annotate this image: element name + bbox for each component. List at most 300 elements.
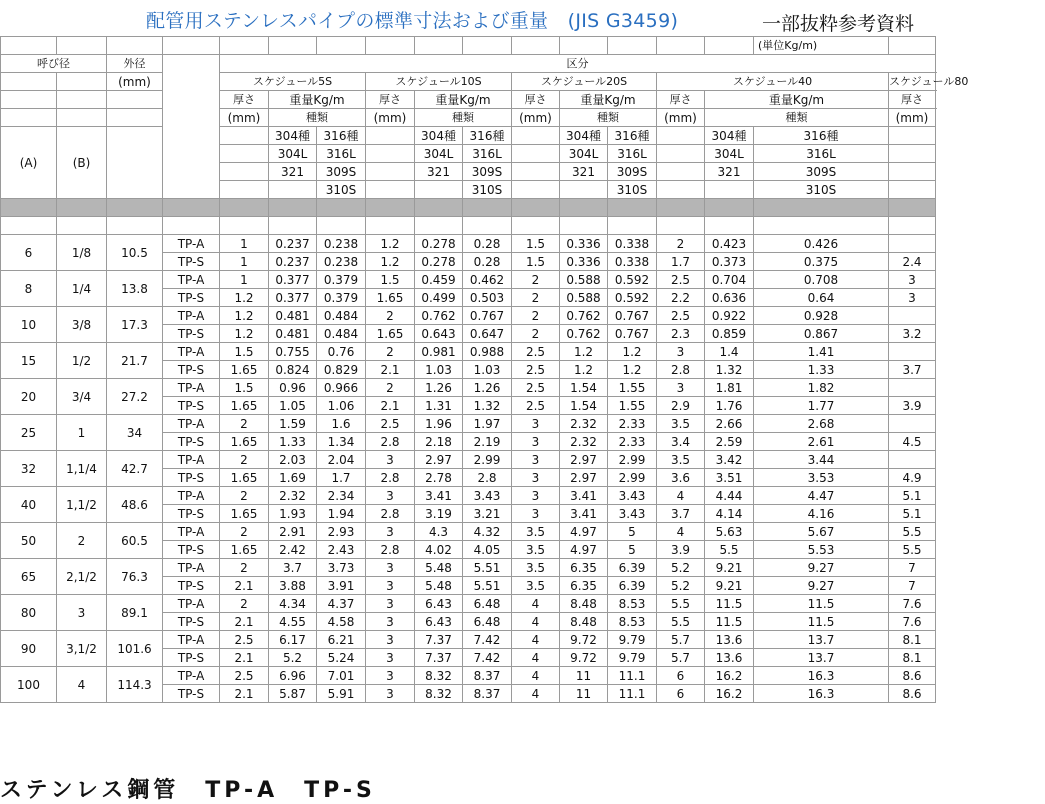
value-cell: 0.928 [754,307,889,325]
empty-cell [657,181,705,199]
value-cell: 0.767 [608,325,657,343]
type-cell: TP-S [163,397,220,415]
value-cell: 1.03 [415,361,463,379]
value-cell [889,235,936,253]
value-cell: 3.43 [608,505,657,523]
unit-row [1,37,936,55]
page-subtitle: 一部抜粋参考資料 [762,13,915,35]
value-cell: 3 [512,487,560,505]
value-cell: 0.636 [705,289,754,307]
header-row-3 [1,91,936,109]
table-row [1,271,936,289]
grade-304-cell: 304種 [269,127,317,145]
empty-cell [754,217,889,235]
value-cell: 16.3 [754,667,889,685]
value-cell: 1.65 [220,361,269,379]
value-cell: 4.58 [317,613,366,631]
empty-cell [463,37,512,55]
value-cell: 1.54 [560,397,608,415]
type-cell: TP-S [163,505,220,523]
empty-cell [163,55,220,199]
empty-cell [889,163,936,181]
empty-cell [317,217,366,235]
size-b-cell: 3/4 [57,379,107,415]
value-cell: 5.2 [657,577,705,595]
value-cell: 3.5 [657,451,705,469]
value-cell: 3.19 [415,505,463,523]
value-cell: 3.43 [463,487,512,505]
thickness-header: 厚さ [657,91,705,109]
value-cell: 1.94 [317,505,366,523]
value-cell: 0.336 [560,253,608,271]
value-cell: 2 [366,343,415,361]
empty-cell [107,91,163,109]
value-cell: 0.762 [415,307,463,325]
thickness-header: 厚さ [889,91,936,109]
size-b-cell: 1/4 [57,271,107,307]
value-cell: 4.5 [889,433,936,451]
value-cell: 0.643 [415,325,463,343]
type-cell: TP-A [163,667,220,685]
value-cell: 1.2 [220,289,269,307]
value-cell: 3 [512,433,560,451]
value-cell: 1 [220,235,269,253]
value-cell: 1.7 [657,253,705,271]
value-cell: 5.24 [317,649,366,667]
grade-304-cell: 321 [560,163,608,181]
unit-label: (単位Kg/m) [754,37,889,55]
value-cell: 1.5 [512,235,560,253]
value-cell: 0.592 [608,289,657,307]
value-cell: 1.33 [269,433,317,451]
separator-cell [366,199,415,217]
value-cell: 0.64 [754,289,889,307]
size-b-cell: 1/8 [57,235,107,271]
value-cell: 4.16 [754,505,889,523]
value-cell: 8.6 [889,667,936,685]
grade-304-cell: 321 [705,163,754,181]
value-cell: 3.9 [657,541,705,559]
grade-304-cell: 304L [560,145,608,163]
value-cell: 0.377 [269,289,317,307]
grade-316-cell: 309S [608,163,657,181]
value-cell: 0.379 [317,271,366,289]
empty-cell [269,37,317,55]
value-cell: 4.9 [889,469,936,487]
empty-cell [107,37,163,55]
size-a-cell: 20 [1,379,57,415]
thickness-header: 厚さ [512,91,560,109]
separator-cell [415,199,463,217]
value-cell: 2.93 [317,523,366,541]
header-row-2 [1,73,936,91]
value-cell: 1.2 [220,307,269,325]
empty-cell [657,145,705,163]
value-cell: 4 [657,487,705,505]
size-a-cell: 10 [1,307,57,343]
value-cell: 2.1 [366,361,415,379]
value-cell: 5.53 [754,541,889,559]
value-cell: 0.459 [415,271,463,289]
value-cell: 0.278 [415,235,463,253]
outer-diameter-cell: 17.3 [107,307,163,343]
value-cell: 11.5 [754,595,889,613]
value-cell: 3 [366,613,415,631]
value-cell: 1.65 [220,469,269,487]
type-cell: TP-S [163,469,220,487]
value-cell: 5.2 [657,559,705,577]
value-cell: 0.336 [560,235,608,253]
empty-cell [107,109,163,127]
empty-cell [889,217,936,235]
empty-cell [57,109,107,127]
nominal-size-header: 呼び径 [1,55,107,73]
grade-304-cell: 304L [269,145,317,163]
value-cell: 9.79 [608,631,657,649]
empty-cell [107,127,163,199]
value-cell: 2 [220,451,269,469]
empty-cell [889,127,936,145]
value-cell: 1.81 [705,379,754,397]
grade-304-cell [415,181,463,199]
value-cell: 2.3 [657,325,705,343]
value-cell: 5.87 [269,685,317,703]
empty-cell [366,163,415,181]
value-cell: 3.43 [608,487,657,505]
value-cell: 2.1 [220,685,269,703]
value-cell: 8.53 [608,613,657,631]
value-cell: 2.33 [608,415,657,433]
table-row [1,631,936,649]
empty-cell [889,181,936,199]
value-cell: 6.48 [463,595,512,613]
value-cell: 0.375 [754,253,889,271]
grade-316-cell: 310S [463,181,512,199]
value-cell: 1.97 [463,415,512,433]
value-cell: 5.48 [415,577,463,595]
value-cell: 5.51 [463,577,512,595]
value-cell: 5.5 [889,523,936,541]
value-cell: 3 [366,523,415,541]
value-cell: 2.97 [560,451,608,469]
type-cell: TP-S [163,649,220,667]
value-cell: 6.35 [560,577,608,595]
separator-cell [1,199,57,217]
value-cell: 8.32 [415,667,463,685]
footer-text: ステンレス鋼管 TP-A TP-S [0,778,376,803]
spec-table [0,36,969,703]
value-cell: 1.41 [754,343,889,361]
empty-cell [889,37,936,55]
value-cell: 1.5 [220,343,269,361]
value-cell: 4.05 [463,541,512,559]
value-cell: 0.988 [463,343,512,361]
empty-cell [1,109,57,127]
value-cell: 1.5 [512,253,560,271]
value-cell: 8.37 [463,685,512,703]
empty-cell [657,127,705,145]
value-cell: 0.922 [705,307,754,325]
outer-diameter-cell: 13.8 [107,271,163,307]
value-cell: 11.5 [705,595,754,613]
value-cell: 1.2 [366,253,415,271]
value-cell: 3.21 [463,505,512,523]
value-cell: 3 [366,685,415,703]
value-cell: 1.33 [754,361,889,379]
value-cell: 4.02 [415,541,463,559]
grade-304-cell: 304L [415,145,463,163]
thickness-unit: (mm) [889,109,936,127]
type-cell: TP-S [163,361,220,379]
empty-cell [317,37,366,55]
outer-diameter-cell: 60.5 [107,523,163,559]
empty-cell [220,145,269,163]
value-cell: 2 [220,415,269,433]
grade-304-cell [705,181,754,199]
value-cell: 3.73 [317,559,366,577]
value-cell: 3 [366,595,415,613]
value-cell: 7.01 [317,667,366,685]
value-cell: 2.33 [608,433,657,451]
value-cell: 3.5 [512,523,560,541]
value-cell: 3.51 [705,469,754,487]
value-cell: 2.5 [220,631,269,649]
value-cell: 6.39 [608,559,657,577]
value-cell: 2.8 [366,469,415,487]
empty-cell [889,145,936,163]
value-cell: 2.8 [366,505,415,523]
value-cell: 7.37 [415,649,463,667]
value-cell: 3.88 [269,577,317,595]
value-cell: 2.8 [463,469,512,487]
value-cell: 2.1 [220,649,269,667]
grade-304-cell: 321 [269,163,317,181]
value-cell: 2.59 [705,433,754,451]
schedule-header: スケジュール40 [657,73,889,91]
value-cell [889,415,936,433]
value-cell: 1.7 [317,469,366,487]
value-cell: 0.423 [705,235,754,253]
value-cell: 7.42 [463,649,512,667]
type-cell: TP-A [163,271,220,289]
value-cell: 3.44 [754,451,889,469]
table-row [1,451,936,469]
outer-diameter-cell: 42.7 [107,451,163,487]
value-cell: 2.42 [269,541,317,559]
header-row-1 [1,55,936,73]
separator-cell [163,199,220,217]
value-cell: 0.647 [463,325,512,343]
type-cell: TP-A [163,343,220,361]
table-row [1,595,936,613]
value-cell: 3 [657,343,705,361]
value-cell: 11 [560,685,608,703]
value-cell: 5.5 [657,595,705,613]
separator-cell [754,199,889,217]
title-row [0,0,1045,36]
value-cell: 2 [220,523,269,541]
type-cell: TP-S [163,433,220,451]
separator-cell [317,199,366,217]
value-cell [889,451,936,469]
size-a-cell: 32 [1,451,57,487]
value-cell: 9.27 [754,559,889,577]
size-a-cell: 6 [1,235,57,271]
value-cell: 8.48 [560,595,608,613]
value-cell: 7 [889,559,936,577]
empty-cell [163,37,220,55]
value-cell: 7.37 [415,631,463,649]
value-cell: 2.03 [269,451,317,469]
value-cell: 5.2 [269,649,317,667]
value-cell: 3.5 [512,577,560,595]
value-cell: 1.65 [220,433,269,451]
value-cell: 0.704 [705,271,754,289]
value-cell: 0.503 [463,289,512,307]
grade-316-cell: 309S [463,163,512,181]
value-cell: 0.829 [317,361,366,379]
value-cell: 3.5 [512,559,560,577]
empty-cell [512,145,560,163]
value-cell: 5.51 [463,559,512,577]
table-row [1,523,936,541]
value-cell: 0.859 [705,325,754,343]
type-cell: TP-A [163,559,220,577]
header-row-4 [1,109,936,127]
separator-cell [657,199,705,217]
value-cell: 0.981 [415,343,463,361]
value-cell: 1.32 [463,397,512,415]
value-cell: 0.28 [463,235,512,253]
value-cell: 4 [657,523,705,541]
type-cell: TP-A [163,487,220,505]
value-cell: 1.26 [415,379,463,397]
outer-diameter-cell: 48.6 [107,487,163,523]
value-cell: 2.9 [657,397,705,415]
grade-316-cell: 316種 [754,127,889,145]
grade-316-cell: 316L [608,145,657,163]
value-cell: 6.43 [415,613,463,631]
schedule-header: スケジュール20S [512,73,657,91]
size-b-cell: 1/2 [57,343,107,379]
empty-cell [657,37,705,55]
table-row [1,379,936,397]
value-cell: 3 [366,667,415,685]
empty-cell [705,217,754,235]
value-cell: 2 [512,325,560,343]
value-cell: 2.04 [317,451,366,469]
value-cell: 0.237 [269,253,317,271]
value-cell: 0.867 [754,325,889,343]
value-cell: 1.96 [415,415,463,433]
value-cell: 2.1 [366,397,415,415]
value-cell: 3.41 [560,487,608,505]
value-cell: 0.484 [317,325,366,343]
separator-cell [463,199,512,217]
value-cell: 0.373 [705,253,754,271]
value-cell: 0.462 [463,271,512,289]
value-cell: 0.755 [269,343,317,361]
value-cell: 9.72 [560,649,608,667]
value-cell: 2.66 [705,415,754,433]
type-cell: TP-A [163,595,220,613]
type-cell: TP-S [163,289,220,307]
value-cell: 0.762 [560,307,608,325]
kind-header: 種類 [705,109,889,127]
table-row [1,307,936,325]
value-cell: 2.1 [220,613,269,631]
value-cell: 1 [220,253,269,271]
value-cell: 0.238 [317,235,366,253]
value-cell: 2.5 [512,397,560,415]
outer-diameter-cell: 114.3 [107,667,163,703]
grade-316-cell: 310S [754,181,889,199]
empty-cell [560,37,608,55]
value-cell: 11.1 [608,685,657,703]
grade-316-cell: 316L [463,145,512,163]
type-cell: TP-S [163,541,220,559]
value-cell: 2.43 [317,541,366,559]
col-b-header: (B) [57,127,107,199]
page-title: 配管用ステンレスパイプの標準寸法および重量 (JIS G3459) [146,10,679,32]
empty-cell [366,37,415,55]
empty-cell [107,217,163,235]
kind-header: 種類 [269,109,366,127]
empty-cell [608,217,657,235]
grade-304-cell [269,181,317,199]
value-cell: 4.34 [269,595,317,613]
value-cell: 8.6 [889,685,936,703]
value-cell: 5.91 [317,685,366,703]
value-cell: 2 [512,307,560,325]
value-cell: 1.82 [754,379,889,397]
value-cell [889,343,936,361]
value-cell: 1.6 [317,415,366,433]
weight-header: 重量Kg/m [415,91,512,109]
value-cell: 2.5 [657,307,705,325]
value-cell: 2.32 [560,433,608,451]
value-cell: 2.61 [754,433,889,451]
value-cell: 5.1 [889,505,936,523]
value-cell: 9.27 [754,577,889,595]
type-cell: TP-S [163,685,220,703]
value-cell: 4.55 [269,613,317,631]
empty-cell [560,217,608,235]
value-cell: 1.34 [317,433,366,451]
size-b-cell: 2,1/2 [57,559,107,595]
type-cell: TP-A [163,415,220,433]
value-cell: 2.32 [269,487,317,505]
type-cell: TP-S [163,325,220,343]
value-cell: 3.2 [889,325,936,343]
outer-diameter-cell: 89.1 [107,595,163,631]
grade-304-cell: 321 [415,163,463,181]
grade-304-cell: 304L [705,145,754,163]
value-cell: 0.592 [608,271,657,289]
size-b-cell: 1,1/4 [57,451,107,487]
schedule-header: スケジュール80 [889,73,936,91]
value-cell: 3 [889,271,936,289]
value-cell: 4.37 [317,595,366,613]
value-cell: 3 [657,379,705,397]
value-cell: 4.44 [705,487,754,505]
size-a-cell: 50 [1,523,57,559]
empty-cell [366,145,415,163]
empty-cell [57,217,107,235]
schedule-header: スケジュール10S [366,73,512,91]
value-cell: 0.278 [415,253,463,271]
empty-cell [512,163,560,181]
